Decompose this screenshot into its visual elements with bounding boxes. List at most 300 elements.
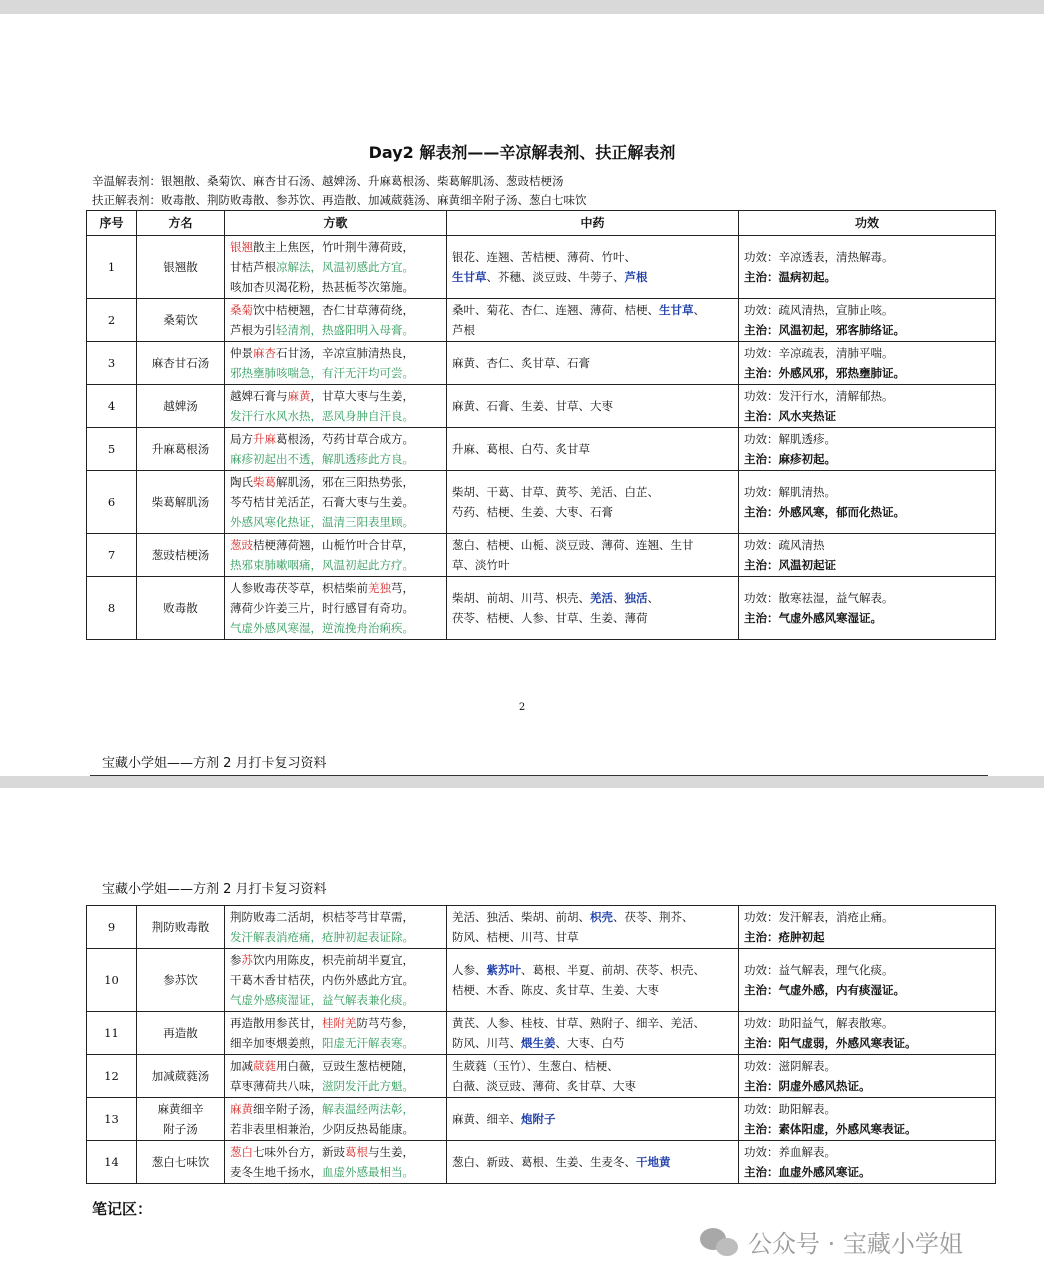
table-row: [87, 1055, 996, 1098]
effect-cell: [739, 385, 996, 428]
herb-list: [447, 1141, 739, 1184]
text-segment: 生甘草: [452, 270, 487, 284]
formula-table-2: [86, 905, 996, 1184]
text-segment: 羌独: [368, 581, 391, 595]
table-row: [87, 299, 996, 342]
text-segment: 七味外台方，新豉: [253, 1145, 345, 1159]
effect-text: 功效：散寒祛湿，益气解表。: [744, 591, 894, 605]
song-line: [230, 300, 441, 320]
effect-cell: [739, 1055, 996, 1098]
row-number: 1: [87, 236, 137, 299]
song-line: [230, 1162, 441, 1182]
text-segment: 枳壳: [590, 910, 613, 924]
row-number: 14: [87, 1141, 137, 1184]
herb-list: [447, 428, 739, 471]
text-segment: 柴葛: [253, 475, 276, 489]
effect-text: 功效：发汗行水，清解郁热。: [744, 389, 894, 403]
row-number: 12: [87, 1055, 137, 1098]
text-segment: 麻黄: [230, 1102, 253, 1116]
text-segment: 芩芍桔甘羌活芷，石膏大枣与生姜。: [230, 495, 414, 509]
text-segment: 葛根: [345, 1145, 368, 1159]
formula-name-line: 加减葳蕤汤: [151, 1069, 210, 1083]
herb-line: [452, 320, 733, 340]
text-segment: 气虚外感痰湿证，益气解表兼化痰。: [230, 993, 414, 1007]
herb-line: [452, 608, 733, 628]
herb-line: [452, 300, 733, 320]
header-name: 方名: [137, 211, 225, 236]
formula-name: [137, 299, 225, 342]
formula-song: [225, 1012, 447, 1055]
formula-table-1: [86, 210, 996, 640]
row-number: 11: [87, 1012, 137, 1055]
formula-song: [225, 428, 447, 471]
song-line: [230, 320, 441, 340]
formula-name-line: 附子汤: [163, 1122, 198, 1136]
text-segment: 麻黄: [287, 389, 311, 403]
text-segment: 葱豉: [230, 538, 253, 552]
formula-name-line: 麻黄细辛: [157, 1102, 204, 1116]
text-segment: 若非表里相兼治，少阴反热曷能康。: [230, 1122, 414, 1136]
text-segment: 麦冬生地千扬水，: [230, 1165, 322, 1179]
page-title: Day2 解表剂——辛凉解表剂、扶正解表剂: [368, 143, 676, 162]
text-segment: 升麻: [253, 432, 276, 446]
text-segment: 、芥穗、淡豆豉、牛蒡子、: [486, 270, 625, 284]
formula-name-line: 柴葛解肌汤: [151, 495, 210, 509]
herb-line: [452, 267, 733, 287]
indication-text: 主治：外感风邪，邪热壅肺证。: [744, 366, 905, 380]
row-number: 7: [87, 534, 137, 577]
text-segment: 银翘: [230, 240, 253, 254]
text-segment: 桑菊: [230, 303, 253, 317]
table-row: [87, 949, 996, 1012]
formula-name-line: 葱豉桔梗汤: [151, 548, 210, 562]
herb-list: [447, 342, 739, 385]
formula-name-line: 荆防败毒散: [151, 920, 210, 934]
table-row: [87, 342, 996, 385]
formula-name: [137, 534, 225, 577]
category-summary-support: 扶正解表剂：败毒散、荆防败毒散、参苏饮、再造散、加减葳蕤汤、麻黄细辛附子汤、葱白七味饮: [92, 193, 587, 207]
text-segment: 加减: [230, 1059, 253, 1073]
text-segment: 咳加杏贝渴花粉，热甚栀芩次第施。: [230, 280, 414, 294]
herb-line: [452, 1109, 733, 1129]
indication-text: 主治：阳气虚弱，外感风寒表证。: [744, 1036, 917, 1050]
indication-text: 主治：风水夹热证: [744, 409, 836, 423]
text-segment: 石甘汤，辛凉宣肺清热良，: [276, 346, 414, 360]
text-segment: 滋阴发汗此方魁。: [322, 1079, 414, 1093]
herb-list: [447, 577, 739, 640]
text-segment: 荆防败毒二活胡，枳桔苓芎甘草需，: [230, 910, 414, 924]
text-segment: 防风、桔梗、川芎、甘草: [452, 930, 579, 944]
song-line: [230, 598, 441, 618]
song-line: [230, 927, 441, 947]
indication-text: 主治：温病初起。: [744, 270, 836, 284]
row-number: 13: [87, 1098, 137, 1141]
herb-line: [452, 1013, 733, 1033]
text-segment: 、: [693, 303, 705, 317]
table-row: [87, 1141, 996, 1184]
text-segment: 人参败毒茯苓草，枳桔柴前: [230, 581, 368, 595]
song-line: [230, 406, 441, 426]
song-line: [230, 535, 441, 555]
header-effect: 功效: [739, 211, 996, 236]
indication-text: 主治：气虚外感风寒湿证。: [744, 611, 882, 625]
herb-line: [452, 980, 733, 1000]
formula-name: [137, 428, 225, 471]
effect-cell: [739, 236, 996, 299]
table-row: [87, 906, 996, 949]
herb-line: [452, 535, 733, 555]
text-segment: 防风、川芎、: [452, 1036, 521, 1050]
song-line: [230, 277, 441, 297]
formula-name: [137, 342, 225, 385]
row-number: 9: [87, 906, 137, 949]
text-segment: 发汗行水风水热，恶风身肿自汗良。: [230, 409, 414, 423]
row-number: 4: [87, 385, 137, 428]
header-herbs: 中药: [447, 211, 739, 236]
herb-line: [452, 555, 733, 575]
formula-song: [225, 236, 447, 299]
formula-song: [225, 949, 447, 1012]
table-row: [87, 385, 996, 428]
header-song: 方歌: [225, 211, 447, 236]
table-row: [87, 1098, 996, 1141]
formula-song: [225, 906, 447, 949]
song-line: [230, 343, 441, 363]
effect-text: 功效：助阳解表。: [744, 1102, 836, 1116]
herb-list: [447, 236, 739, 299]
text-segment: 气虚外感风寒湿，逆流挽舟治痢疾。: [230, 621, 414, 635]
formula-song: [225, 342, 447, 385]
effect-text: 功效：助阳益气，解表散寒。: [744, 1016, 894, 1030]
effect-cell: [739, 906, 996, 949]
text-segment: 桑叶、菊花、杏仁、连翘、薄荷、桔梗、: [452, 303, 659, 317]
song-line: [230, 257, 441, 277]
table-row: [87, 428, 996, 471]
formula-song: [225, 577, 447, 640]
formula-song: [225, 299, 447, 342]
song-line: [230, 1142, 441, 1162]
text-segment: 、茯苓、荆芥、: [613, 910, 694, 924]
text-segment: 防芎芍参，: [356, 1016, 414, 1030]
effect-cell: [739, 1141, 996, 1184]
text-segment: 炮附子: [521, 1112, 556, 1126]
formula-name-line: 升麻葛根汤: [151, 442, 210, 456]
effect-cell: [739, 299, 996, 342]
effect-cell: [739, 534, 996, 577]
text-segment: 仲景: [230, 346, 253, 360]
table-row: [87, 236, 996, 299]
text-segment: 葛根汤，芍药甘草合成方。: [276, 432, 414, 446]
herb-list: [447, 299, 739, 342]
herb-line: [452, 1076, 733, 1096]
formula-name-line: 参苏饮: [163, 973, 198, 987]
text-segment: 柴胡、前胡、川芎、枳壳、: [452, 591, 590, 605]
effect-text: 功效：疏风清热: [744, 538, 825, 552]
text-segment: 草、淡竹叶: [452, 558, 510, 572]
text-segment: 葳蕤: [253, 1059, 276, 1073]
text-segment: 饮内用陈皮，枳壳前胡半夏宜，: [253, 953, 414, 967]
text-segment: 甘桔芦根: [230, 260, 276, 274]
herb-line: [452, 907, 733, 927]
song-line: [230, 578, 441, 598]
text-segment: 陶氏: [230, 475, 253, 489]
text-segment: 、: [647, 591, 659, 605]
effect-cell: [739, 471, 996, 534]
formula-name: [137, 1055, 225, 1098]
page-footer: 宝藏小学姐——方剂 2 月打卡复习资料: [102, 756, 327, 771]
text-segment: 、: [613, 591, 625, 605]
song-line: [230, 618, 441, 638]
text-segment: 桔梗、木香、陈皮、炙甘草、生姜、大枣: [452, 983, 659, 997]
text-segment: 干葛木香甘桔茯，内伤外感此方宜。: [230, 973, 414, 987]
text-segment: 再造散用参芪甘，: [230, 1016, 322, 1030]
song-line: [230, 386, 441, 406]
formula-name: [137, 1012, 225, 1055]
herb-list: [447, 534, 739, 577]
text-segment: 参: [230, 953, 242, 967]
formula-name-line: 葱白七味饮: [151, 1155, 210, 1169]
text-segment: 、大枣、白芍: [555, 1036, 625, 1050]
chat-bubble-icon: [700, 1226, 740, 1258]
indication-text: 主治：疮肿初起: [744, 930, 825, 944]
row-number: 3: [87, 342, 137, 385]
text-segment: 葱白、桔梗、山栀、淡豆豉、薄荷、连翘、生甘: [452, 538, 694, 552]
indication-text: 主治：气虚外感，内有痰湿证。: [744, 983, 905, 997]
table-header-row: [87, 211, 996, 236]
formula-name-line: 麻杏甘石汤: [151, 356, 210, 370]
watermark-text: 公众号 · 宝藏小学姐: [748, 1230, 963, 1258]
effect-text: 功效：辛凉疏表，清肺平喘。: [744, 346, 894, 360]
herb-line: [452, 927, 733, 947]
herb-list: [447, 949, 739, 1012]
formula-name-line: 桑菊饮: [163, 313, 198, 327]
indication-text: 主治：风温初起证: [744, 558, 836, 572]
text-segment: 芦根为引: [230, 323, 276, 337]
herb-line: [452, 1056, 733, 1076]
row-number: 8: [87, 577, 137, 640]
effect-text: 功效：养血解表。: [744, 1145, 836, 1159]
formula-name: [137, 236, 225, 299]
song-line: [230, 1056, 441, 1076]
herb-list: [447, 1098, 739, 1141]
effect-text: 功效：发汗解表，消疮止痛。: [744, 910, 894, 924]
document-page-1: [0, 14, 1044, 776]
table-row: [87, 1012, 996, 1055]
formula-name: [137, 577, 225, 640]
text-segment: 葱白、新豉、葛根、生姜、生麦冬、: [452, 1155, 636, 1169]
row-number: 2: [87, 299, 137, 342]
text-segment: 苏: [241, 953, 253, 967]
text-segment: 麻黄、石膏、生姜、甘草、大枣: [452, 399, 613, 413]
text-segment: 解表温经两法彰，: [322, 1102, 414, 1116]
text-segment: 煨生姜: [521, 1036, 556, 1050]
herb-line: [452, 1033, 733, 1053]
table-row: [87, 471, 996, 534]
text-segment: 芦根: [624, 270, 648, 284]
herb-line: [452, 247, 733, 267]
formula-name: [137, 1098, 225, 1141]
notes-label: 笔记区：: [92, 1200, 153, 1218]
song-line: [230, 512, 441, 532]
indication-text: 主治：风温初起，邪客肺络证。: [744, 323, 905, 337]
herb-list: [447, 906, 739, 949]
formula-song: [225, 1098, 447, 1141]
text-segment: 局方: [230, 432, 253, 446]
text-segment: 散主上焦医，竹叶荆牛薄荷豉，: [253, 240, 414, 254]
text-segment: 草枣薄荷共八味，: [230, 1079, 322, 1093]
text-segment: 柴胡、干葛、甘草、黄芩、羌活、白芷、: [452, 485, 659, 499]
song-line: [230, 1013, 441, 1033]
herb-line: [452, 502, 733, 522]
formula-name: [137, 471, 225, 534]
text-segment: 桂附羌: [322, 1016, 357, 1030]
herb-line: [452, 588, 733, 608]
text-segment: 越婢石膏与: [230, 389, 288, 403]
formula-name: [137, 385, 225, 428]
effect-cell: [739, 577, 996, 640]
song-line: [230, 1076, 441, 1096]
effect-cell: [739, 342, 996, 385]
herb-list: [447, 385, 739, 428]
herb-line: [452, 1152, 733, 1172]
song-line: [230, 907, 441, 927]
effect-cell: [739, 428, 996, 471]
song-line: [230, 1099, 441, 1119]
formula-name-line: 败毒散: [163, 601, 198, 615]
text-segment: 芎，: [391, 581, 414, 595]
text-segment: ，甘草大枣与生姜，: [310, 389, 414, 403]
formula-name: [137, 906, 225, 949]
text-segment: 生甘草: [659, 303, 694, 317]
text-segment: 桔梗薄荷翘，山栀竹叶合甘草，: [253, 538, 414, 552]
effect-text: 功效：滋阴解表。: [744, 1059, 836, 1073]
song-line: [230, 1119, 441, 1139]
text-segment: 外感风寒化热证，温清三阳表里顾。: [230, 515, 414, 529]
song-line: [230, 363, 441, 383]
herb-line: [452, 960, 733, 980]
formula-song: [225, 534, 447, 577]
text-segment: 麻黄、细辛、: [452, 1112, 521, 1126]
row-number: 5: [87, 428, 137, 471]
text-segment: 羌活: [590, 591, 613, 605]
formula-name: [137, 949, 225, 1012]
text-segment: 黄芪、人参、桂枝、甘草、熟附子、细辛、羌活、: [452, 1016, 705, 1030]
herb-line: [452, 482, 733, 502]
herb-list: [447, 1055, 739, 1098]
effect-text: 功效：辛凉透表，清热解毒。: [744, 250, 894, 264]
table-row: [87, 577, 996, 640]
watermark: [700, 1224, 963, 1259]
indication-text: 主治：血虚外感风寒证。: [744, 1165, 871, 1179]
formula-song: [225, 471, 447, 534]
text-segment: 紫苏叶: [486, 963, 521, 977]
song-line: [230, 950, 441, 970]
song-line: [230, 970, 441, 990]
text-segment: 白薇、淡豆豉、薄荷、炙甘草、大枣: [452, 1079, 636, 1093]
effect-cell: [739, 949, 996, 1012]
row-number: 10: [87, 949, 137, 1012]
text-segment: 邪热壅肺咳喘急，有汗无汗均可尝。: [230, 366, 414, 380]
song-line: [230, 237, 441, 257]
text-segment: 血虚外感最相当。: [322, 1165, 414, 1179]
indication-text: 主治：外感风寒，郁而化热证。: [744, 505, 905, 519]
formula-name-line: 越婢汤: [163, 399, 198, 413]
text-segment: 轻清剂，热盛阳明入母膏。: [276, 323, 414, 337]
indication-text: 主治：麻疹初起。: [744, 452, 836, 466]
text-segment: 独活: [624, 591, 648, 605]
herb-list: [447, 471, 739, 534]
text-segment: 麻杏: [253, 346, 276, 360]
category-summary-warm: 辛温解表剂：银翘散、桑菊饮、麻杏甘石汤、越婢汤、升麻葛根汤、柴葛解肌汤、葱豉桔梗汤: [92, 174, 564, 188]
document-page-2: [0, 788, 1044, 1285]
text-segment: 升麻、葛根、白芍、炙甘草: [452, 442, 590, 456]
formula-song: [225, 385, 447, 428]
song-line: [230, 492, 441, 512]
herb-line: [452, 353, 733, 373]
song-line: [230, 1033, 441, 1053]
row-number: 6: [87, 471, 137, 534]
text-segment: 阳虚无汗解表寒。: [322, 1036, 414, 1050]
text-segment: 麻疹初起出不透，解肌透疹此方良。: [230, 452, 414, 466]
text-segment: 芍药、桔梗、生姜、大枣、石膏: [452, 505, 613, 519]
table-row: [87, 534, 996, 577]
text-segment: 细辛加枣煨姜煎，: [230, 1036, 322, 1050]
formula-song: [225, 1055, 447, 1098]
footer-divider: [90, 775, 988, 776]
text-segment: 银花、连翘、苦桔梗、薄荷、竹叶、: [452, 250, 636, 264]
effect-text: 功效：疏风清热，宣肺止咳。: [744, 303, 894, 317]
text-segment: 葱白: [230, 1145, 253, 1159]
indication-text: 主治：素体阳虚，外感风寒表证。: [744, 1122, 917, 1136]
song-line: [230, 990, 441, 1010]
formula-name-line: 银翘散: [163, 260, 198, 274]
text-segment: 用白薇，豆豉生葱桔梗随，: [276, 1059, 414, 1073]
text-segment: 人参、: [452, 963, 487, 977]
text-segment: 茯苓、桔梗、人参、甘草、生姜、薄荷: [452, 611, 648, 625]
effect-cell: [739, 1098, 996, 1141]
text-segment: 发汗解表消疮痛，疮肿初起表证除。: [230, 930, 414, 944]
text-segment: 干地黄: [636, 1155, 671, 1169]
effect-cell: [739, 1012, 996, 1055]
text-segment: 芦根: [452, 323, 475, 337]
text-segment: 生葳蕤（玉竹）、生葱白、桔梗、: [452, 1059, 619, 1073]
text-segment: 凉解法，风温初感此方宜。: [276, 260, 414, 274]
effect-text: 功效：益气解表，理气化痰。: [744, 963, 894, 977]
song-line: [230, 449, 441, 469]
text-segment: 羌活、独活、柴胡、前胡、: [452, 910, 590, 924]
header-no: 序号: [87, 211, 137, 236]
formula-name: [137, 1141, 225, 1184]
text-segment: 热邪束肺嗽咽痛，风温初起此方疗。: [230, 558, 414, 572]
text-segment: 、葛根、半夏、前胡、茯苓、枳壳、: [521, 963, 705, 977]
text-segment: 薄荷少许姜三片，时行感冒有奇功。: [230, 601, 414, 615]
formula-song: [225, 1141, 447, 1184]
page-header: 宝藏小学姐——方剂 2 月打卡复习资料: [102, 882, 327, 897]
song-line: [230, 472, 441, 492]
formula-name-line: 再造散: [163, 1026, 198, 1040]
text-segment: 解肌汤，邪在三阳热势张，: [276, 475, 414, 489]
song-line: [230, 555, 441, 575]
song-line: [230, 429, 441, 449]
text-segment: 与生姜，: [368, 1145, 414, 1159]
indication-text: 主治：阴虚外感风热证。: [744, 1079, 871, 1093]
herb-line: [452, 439, 733, 459]
herb-list: [447, 1012, 739, 1055]
text-segment: 细辛附子汤，: [253, 1102, 322, 1116]
text-segment: 麻黄、杏仁、炙甘草、石膏: [452, 356, 590, 370]
effect-text: 功效：解肌清热。: [744, 485, 836, 499]
effect-text: 功效：解肌透疹。: [744, 432, 836, 446]
